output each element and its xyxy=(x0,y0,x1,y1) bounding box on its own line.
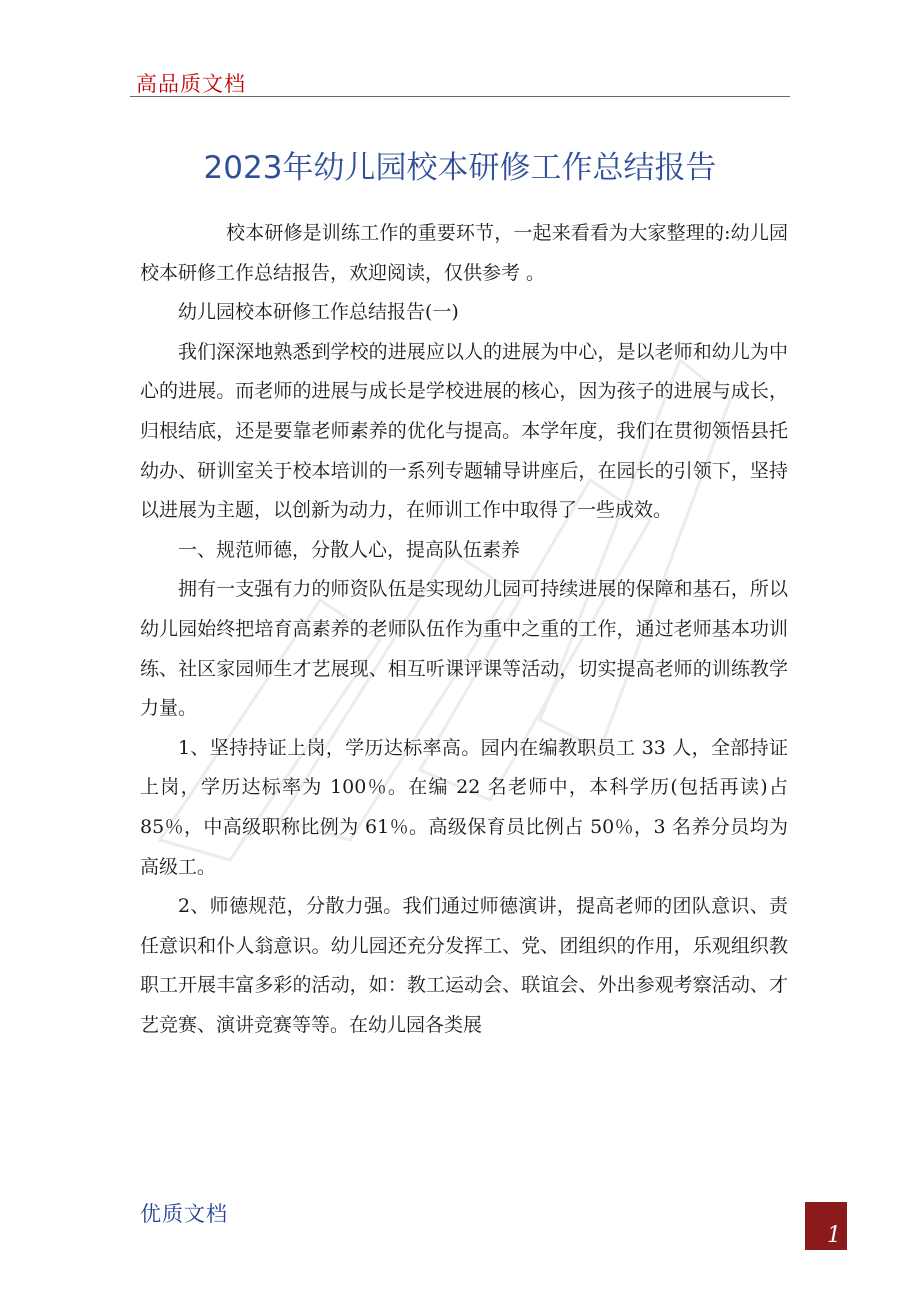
header-divider xyxy=(130,96,790,97)
section-heading: 一、规范师德，分散人心，提高队伍素养 xyxy=(178,538,521,561)
header-label: 高品质文档 xyxy=(136,72,246,96)
footer-label: 优质文档 xyxy=(140,1202,228,1226)
section-subtitle: 幼儿园校本研修工作总结报告(一) xyxy=(178,301,459,324)
body-paragraph: 1、坚持持证上岗，学历达标率高。园内在编教职员工 33 人，全部持证上岗，学历达标率为 100％。在编 22 名老师中，本科学历(包括再读)占 85％，中高级职称比例为 61％。高级保育员比例占 50％，3 名养分员均为高级工。 xyxy=(140,736,788,878)
document-body xyxy=(140,214,788,1045)
body-paragraph: 我们深深地熟悉到学校的进展应以人的进展为中心，是以老师和幼儿为中心的进展。而老师的进展与成长是学校进展的核心，因为孩子的进展与成长，归根结底，还是要靠老师素养的优化与提高。本学年度，我们在贯彻领悟县托幼办、研训室关于校本培训的一系列专题辅导讲座后，在园长的引领下，坚持以进展为主题，以创新为动力，在师训工作中取得了一些成效。 xyxy=(140,340,788,522)
document-title: 2023年幼儿园校本研修工作总结报告 xyxy=(203,150,717,186)
intro-paragraph: 校本研修是训练工作的重要环节，一起来看看为大家整理的:幼儿园校本研修工作总结报告，欢迎阅读，仅供参考 。 xyxy=(140,222,788,284)
page-number-badge xyxy=(805,1202,847,1250)
body-paragraph: 拥有一支强有力的师资队伍是实现幼儿园可持续进展的保障和基石，所以幼儿园始终把培育高素养的老师队伍作为重中之重的工作，通过老师基本功训练、社区家园师生才艺展现、相互听课评课等活动，切实提高老师的训练教学力量。 xyxy=(140,578,788,720)
page-number: 1 xyxy=(827,1223,841,1248)
body-paragraph: 2、师德规范，分散力强。我们通过师德演讲，提高老师的团队意识、责任意识和仆人翁意识。幼儿园还充分发挥工、党、团组织的作用，乐观组织教职工开展丰富多彩的活动，如：教工运动会、联谊会、外出参观考察活动、才艺竞赛、演讲竞赛等等。在幼儿园各类展 xyxy=(140,895,788,1036)
